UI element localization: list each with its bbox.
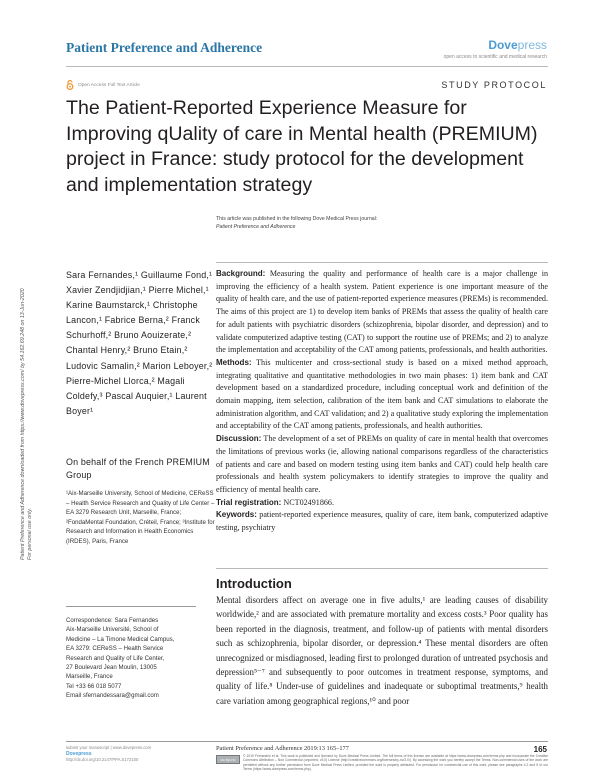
correspondence-address-1: Aix-Marseille Université, School of [66,626,159,634]
abstract [216,268,548,535]
doi-link[interactable]: http://dx.doi.org/10.2147/PPA.S172100 [66,757,139,762]
creative-commons-icon: cc by-nc [216,755,240,764]
abstract-keywords [216,509,548,534]
methods-text: This multicenter and cross-sectional study is based on a mixed method approach, integrating qualitative and quantitative methodologies in two main phases: 1) item bank and CAT development based on a standardized procedure, including conceptual work and definition of the domain mapping, item selection, calibration of the item bank and CAT simulations to elaborate the administration algorithm, and CAT validation; and 2) a qualitative study exploring the implementation and acceptability of the CAT among patients, professionals, and health authorities. [216,357,548,431]
author-list: Sara Fernandes,¹ Guillaume Fond,¹ Xavier Zendjidjian,¹ Pierre Michel,¹ Karine Baumstarck,¹ Christophe Lancon,¹ Fabrice Berna,² Franck Schurhoff,² Bruno Aouizerate,² Chantal Henry,² Bruno Etain,² Ludovic Samalin,² Marion Leboyer,² Pierre-Michel Llorca,² Magali Coldefy,³ Pascal Auquier,¹ Laurent Boyer¹ [66,270,213,416]
open-access-icon [66,80,74,90]
affiliations: ¹Aix-Marseille University, School of Medicine, CEReSS – Health Service Research and Quality of Life Center – EA 3279 Research Unit, Marseille, France; ²FondaMental Foundation, Créteil, France; ³Institute for Research and Information in Health Economics (IRDES), Paris, France [66,490,215,545]
abstract-bottom-divider [216,568,548,569]
correspondence-address-2: Medicine – La Timone Medical Campus, [66,635,175,643]
keywords-label: Keywords: [216,510,257,520]
footer-divider [66,741,548,742]
logo-main: Dove [488,38,518,52]
journal-citation: Patient Preference and Adherence 2019:13 165–177 [216,745,349,752]
article-title: The Patient-Reported Experience Measure for Improving qUality of care in Mental health (PREMIUM) project in France: study protocol for the development and implementation strategy [66,97,538,196]
publication-note-journal: Patient Preference and Adherence [216,223,296,230]
correspondence-tel: Tel +33 66 018 5077 [66,682,122,690]
journal-name: Patient Preference and Adherence [66,40,263,55]
logo-press: press [517,38,547,52]
keywords-text: patient-reported experience measures, quality of care, item bank, computerized adaptive testing, psychiatry [216,510,548,533]
dovepress-logo [488,38,547,52]
abstract-background [216,268,548,357]
correspondence-address-4: Research and Quality of Life Center, [66,654,165,662]
page-number: 165 [533,745,547,754]
abstract-top-divider [216,262,548,263]
correspondence-divider [66,606,196,607]
methods-label: Methods: [216,357,252,367]
discussion-text: The development of a set of PREMs on quality of care in mental health that overcomes the limitations of previous works (ie, allowing national comparisons regardless of the characteristics of patients and care and based on modern testing using item banks and CAT) could help health care professionals and health system policymakers to identify strategies to improve the quality and efficiency of mental health care. [216,434,548,494]
sidebar-line-1: Patient Preference and Adherence downloaded from https://www.dovepress.com/ by 54.162.69.248 on 13-Jun-2020 [20,288,26,560]
correspondence-address-3: EA 3279: CEReSS – Health Service [66,645,164,653]
footer-dovepress-logo: Dovepress [66,751,92,757]
on-behalf-of: On behalf of the French PREMIUM Group [66,457,210,480]
footer-left [66,745,206,763]
article-type: STUDY PROTOCOL [441,80,547,90]
correspondence-address-5: 27 Boulevard Jean Moulin, 13005 [66,664,157,672]
trial-text: NCT02491866. [283,497,334,507]
submit-manuscript-link[interactable]: submit your manuscript | www.dovepress.com [66,745,152,750]
download-sidebar-text [20,140,33,560]
background-label: Background: [216,269,266,278]
correspondence [66,616,216,701]
trial-label: Trial registration: [216,497,282,507]
open-access-text: Open Access Full Text Article [78,82,140,88]
publication-note-line: This article was published in the following Dove Medical Press journal: [216,216,378,222]
header-divider [66,66,548,67]
correspondence-label: Correspondence: Sara Fernandes [66,617,159,624]
introduction-heading: Introduction [216,576,292,591]
publication-note [216,216,377,231]
introduction-text: Mental disorders affect on average one in five adults,¹ are leading causes of disability worldwide,² and are associated with premature mortality and excess costs.³ Poor quality has been reported in the diagnosis, treatment, and follow-up of patients with mental disorders such as schizophrenia, bipolar disorder, or depression.⁴ These mental disorders are often unrecognized or misdiagnosed, leading first to prolonged duration of untreated psychosis and depression⁵⁻⁷ and subsequently to poor outcomes in treatment response, symptoms, and quality of life.⁸ Under-use of guidelines and inadequate or suboptimal treatments,⁹ health care variation among geographical regions,¹⁰ and poor [216,595,548,706]
download-sidebar [20,140,32,560]
correspondence-email[interactable]: Email sfernandessara@gmail.com [66,692,159,700]
license-text: © 2019 Fernandes et al. This work is published and licensed by Dove Medical Press Limited. The full terms of this license are available at https://www.dovepress.com/terms.php and incorporate the Creative Commons Attribution – Non Commercial (unported, v3.0) License (http://creativecommons.org/licenses/by-nc/3.0/). By accessing the work you hereby accept the Terms. Non-commercial uses of the work are permitted without any further permission from Dove Medical Press Limited, provided the work is properly attributed. For permission for commercial use of this work, please see paragraphs 4.2 and 5 of our Terms (https://www.dovepress.com/terms.php). [243,754,548,771]
discussion-label: Discussion: [216,434,262,444]
background-text: Measuring the quality and performance of health care is a major challenge in improving the efficiency of a health system. Patient experience is one important measure of the quality of health care, and the use of patient-reported experience measures (PREMs) is recommended. The aims of this project are 1) to develop item banks of PREMs that assess the quality of health care for adult patients with psychiatric disorders (schizophrenia, bipolar disorder, and depression) and to validate computerized adaptive testing (CAT) to support the routine use of PREMs; and 2) to analyze the implementation and acceptability of the CAT among patients, professionals, and health authorities. [216,269,548,355]
abstract-methods [216,357,548,433]
sidebar-line-2: For personal use only. [26,507,33,560]
correspondence-address-6: Marseille, France [66,673,113,681]
abstract-discussion [216,433,548,497]
abstract-trial [216,497,548,510]
open-access-label [66,80,140,90]
dovepress-tagline: open access to scientific and medical research [443,54,547,60]
